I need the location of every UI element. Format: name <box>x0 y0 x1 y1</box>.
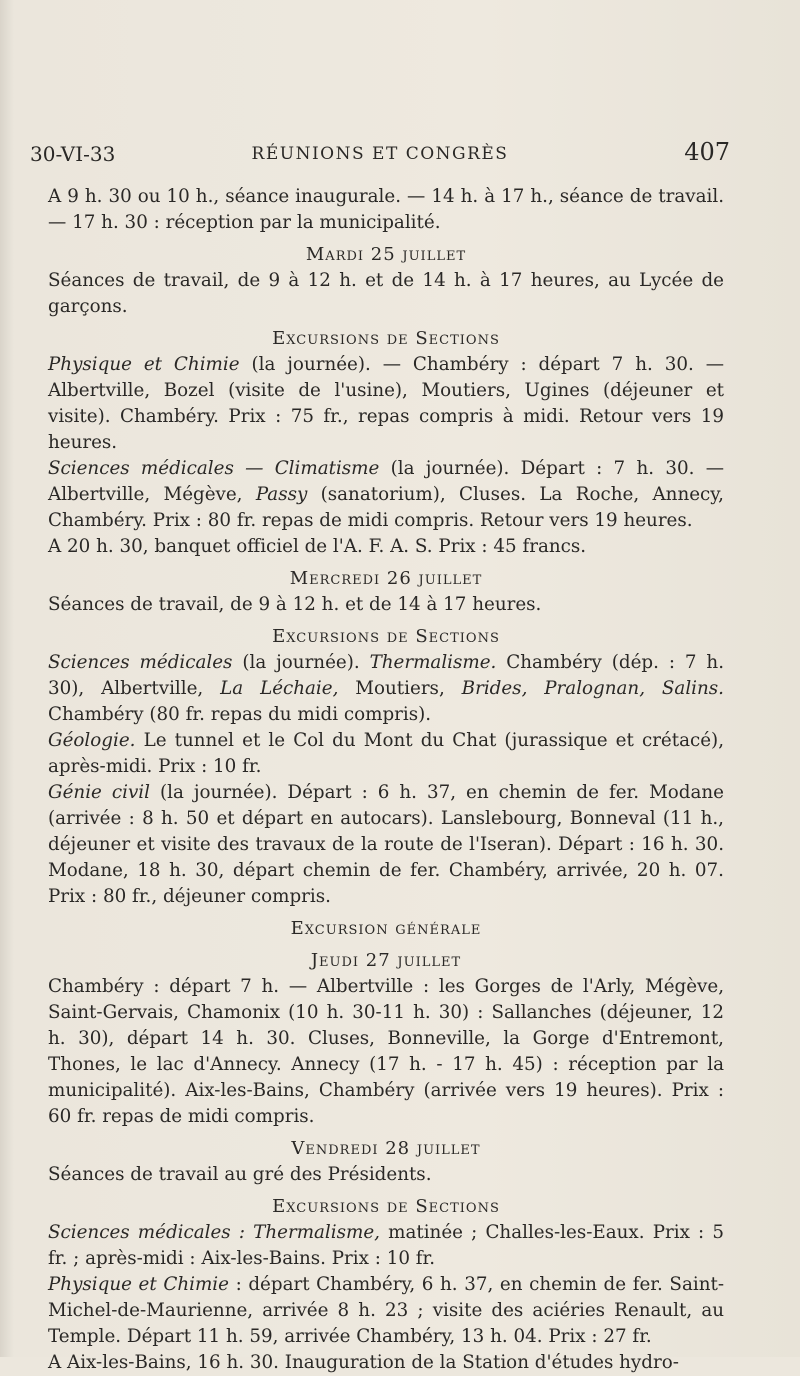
italic-run: Passy <box>255 484 308 505</box>
paragraph <box>48 728 724 780</box>
italic-run: Génie civil <box>48 782 150 803</box>
header-date: 30-VI-33 <box>30 142 116 166</box>
paragraph <box>48 650 724 728</box>
italic-run: Géologie. <box>48 730 136 751</box>
paragraph <box>48 268 724 320</box>
section-heading: Mercredi 26 juillet <box>289 568 483 589</box>
section-heading: Vendredi 28 juillet <box>291 1138 481 1159</box>
paragraph <box>48 780 724 910</box>
section-heading: Jeudi 27 juillet <box>310 950 462 971</box>
paragraph <box>48 534 724 560</box>
running-header <box>30 138 730 168</box>
section-heading: Excursions de Sections <box>272 328 500 349</box>
section-heading: Excursions de Sections <box>272 1196 500 1217</box>
document-body <box>48 184 724 1376</box>
paragraph <box>48 1162 724 1188</box>
text-run: Séances de travail, de 9 à 12 h. et de 14 à 17 heures. <box>48 594 542 615</box>
section-heading: Mardi 25 juillet <box>305 244 467 265</box>
text-run: Séances de travail au gré des Présidents. <box>48 1164 432 1185</box>
text-run: (la journée). — Chambéry : départ 7 h. 30. — Albertville, Bozel (visite de l'usine), Moutiers, Ugines (déjeuner et visite). Chambéry. Prix : 75 fr., repas compris à midi. Retour vers 19 heures. <box>48 354 724 453</box>
italic-run: Thermalisme. <box>369 652 497 673</box>
paragraph <box>48 1272 724 1350</box>
text-run: Chambéry (dép. : 7 h. 30), Albertville, <box>48 652 724 699</box>
page-number: 407 <box>684 138 730 166</box>
italic-run: Sciences médicales : Thermalisme, <box>48 1222 380 1243</box>
paragraph <box>48 456 724 534</box>
italic-run: Physique et Chimie <box>48 354 240 375</box>
text-run: matinée ; Challes-les-Eaux. Prix : 5 fr. ; après-midi : Aix-les-Bains. Prix : 10 fr. <box>48 1222 724 1269</box>
text-run: : départ Chambéry, 6 h. 37, en chemin de fer. Saint-Michel-de-Maurienne, arrivée 8 h. 23 ; visite des aciéries Renault, au Temple. Départ 11 h. 59, arrivée Chambéry, 13 h. 04. Prix : 27 fr. <box>48 1274 725 1347</box>
text-run: A Aix-les-Bains, 16 h. 30. Inauguration de la Station d'études hydro- <box>48 1352 679 1373</box>
italic-run: Brides, Pralognan, Salins. <box>461 678 724 699</box>
paragraph <box>48 974 724 1130</box>
text-run: Séances de travail, de 9 à 12 h. et de 14 h. à 17 heures, au Lycée de garçons. <box>48 270 724 317</box>
text-run: Chambéry : départ 7 h. — Albertville : les Gorges de l'Arly, Mégève, Saint-Gervais, Chamonix (10 h. 30-11 h. 30) : Sallanches (déjeuner, 12 h. 30), départ 14 h. 30. Cluses, Bonneville, la Gorge d'Entremont, Thones, le lac d'Annecy. Annecy (17 h. - 17 h. 45) : réception par la municipalité). Aix-les-Bains, Chambéry (arrivée vers 19 heures). Prix : 60 fr. repas de midi compris. <box>48 976 724 1127</box>
paragraph <box>48 1350 724 1376</box>
text-run: A 9 h. 30 ou 10 h., séance inaugurale. — 14 h. à 17 h., séance de travail. — 17 h. 30 : réception par la municipalité. <box>48 186 724 233</box>
text-run: (sanatorium), Cluses. La Roche, Annecy, Chambéry. Prix : 80 fr. repas de midi compris. Retour vers 19 heures. <box>48 484 724 531</box>
text-run: (la journée). Départ : 6 h. 37, en chemin de fer. Modane (arrivée : 8 h. 50 et départ en autocars). Lanslebourg, Bonneval (11 h., déjeuner et visite des travaux de la route de l'Iseran). Départ : 16 h. 30. Modane, 18 h. 30, départ chemin de fer. Chambéry, arrivée, 20 h. 07. Prix : 80 fr., déjeuner compris. <box>48 782 725 907</box>
paragraph <box>48 1220 724 1272</box>
text-run: A 20 h. 30, banquet officiel de l'A. F. A. S. Prix : 45 francs. <box>48 536 587 557</box>
text-run: Moutiers, <box>338 678 462 699</box>
paragraph <box>48 184 724 236</box>
text-run: (la journée). <box>232 652 370 673</box>
section-heading: Excursion générale <box>290 918 482 939</box>
header-title: RÉUNIONS ET CONGRÈS <box>251 144 509 164</box>
italic-run: Sciences médicales — Climatisme <box>48 458 380 479</box>
paragraph <box>48 592 724 618</box>
text-run: (la journée). Départ : 7 h. 30. — Albertville, Mégève, <box>48 458 724 505</box>
section-heading: Excursions de Sections <box>272 626 500 647</box>
paragraph <box>48 352 724 456</box>
text-run: Le tunnel et le Col du Mont du Chat (jurassique et crétacé), après-midi. Prix : 10 fr. <box>48 730 724 777</box>
italic-run: La Léchaie, <box>220 678 339 699</box>
italic-run: Sciences médicales <box>48 652 233 673</box>
italic-run: Physique et Chimie <box>48 1274 229 1295</box>
text-run: Chambéry (80 fr. repas du midi compris). <box>48 704 432 725</box>
